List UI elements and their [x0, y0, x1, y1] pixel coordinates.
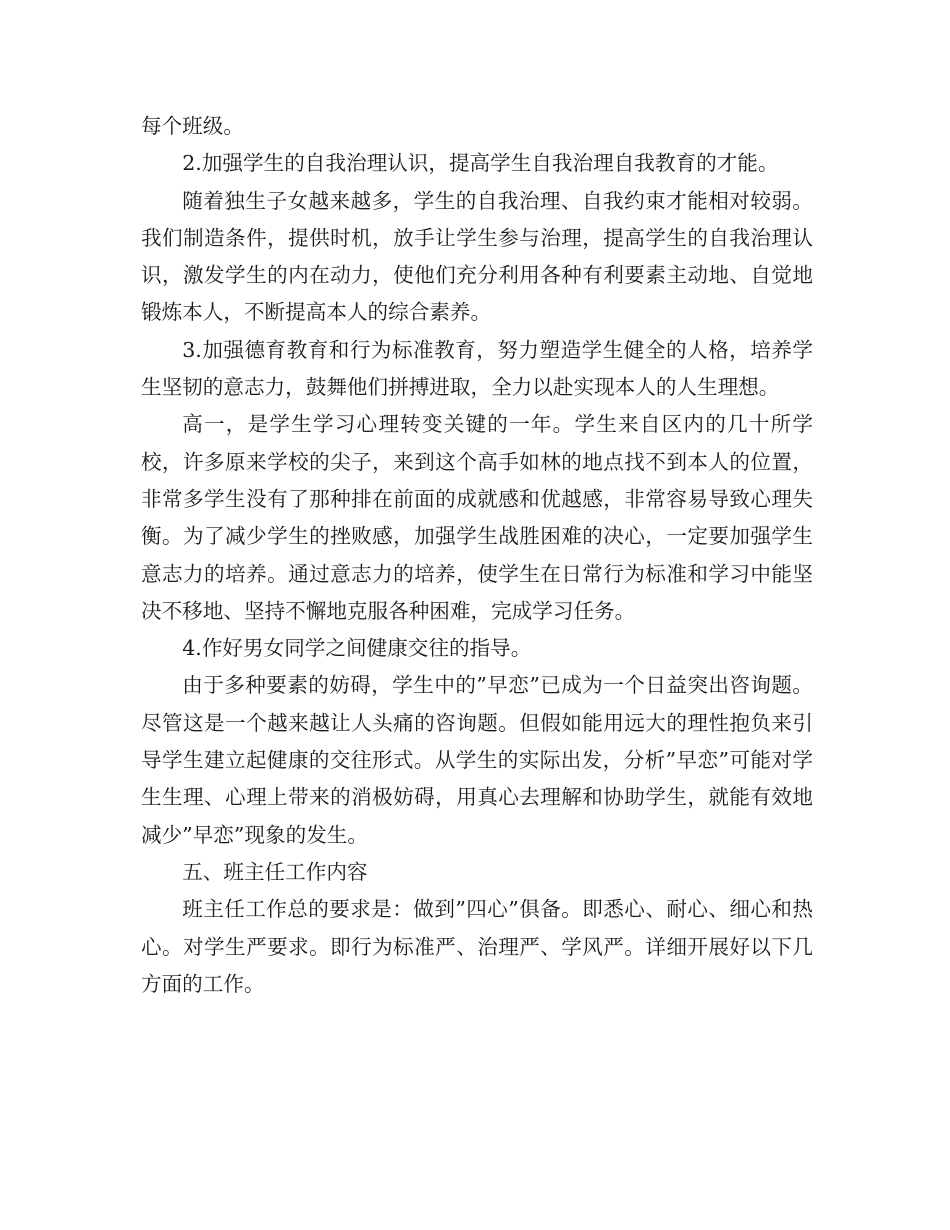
paragraph-grade-one: 高一，是学生学习心理转变关键的一年。学生来自区内的几十所学校，许多原来学校的尖子，来到这个高手如林的地点找不到本人的位置，非常多学生没有了那种排在前面的成就感和优越感，非常容易导致心理失衡。为了减少学生的挫败感，加强学生战胜困难的决心，一定要加强学生意志力的培养。通过意志力的培养，使学生在日常行为标准和学习中能坚决不移地、坚持不懈地克服各种困难，完成学习任务。 [141, 412, 813, 623]
paragraph-heading-3: 3.加强德育教育和行为标准教育，努力塑造学生健全的人格，培养学生坚韧的意志力，鼓舞他们拼搏进取，全力以赴实现本人的人生理想。 [141, 337, 813, 400]
paragraph-self-management: 随着独生子女越来越多，学生的自我治理、自我约束才能相对较弱。我们制造条件，提供时机，放手让学生参与治理，提高学生的自我治理认识，激发学生的内在动力，使他们充分利用各种有利要素主动地、自觉地锻炼本人，不断提高本人的综合素养。 [141, 188, 813, 325]
paragraph-heading-4: 4.作好男女同学之间健康交往的指导。 [182, 636, 532, 661]
paragraph-heading-2: 2.加强学生的自我治理认识，提高学生自我治理自我教育的才能。 [182, 151, 779, 176]
paragraph-continuation: 每个班级。 [141, 114, 244, 138]
document-body [141, 108, 813, 1003]
section-heading-5: 五、班主任工作内容 [182, 859, 368, 884]
paragraph-teacher-requirements: 班主任工作总的要求是：做到”四心”俱备。即悉心、耐心、细心和热心。对学生严要求。即行为标准严、治理严、学风严。详细开展好以下几方面的工作。 [141, 897, 813, 996]
paragraph-early-romance: 由于多种要素的妨碍，学生中的”早恋”已成为一个日益突出咨询题。尽管这是一个越来越让人头痛的咨询题。但假如能用远大的理性抱负来引导学生建立起健康的交往形式。从学生的实际出发，分析”早恋”可能对学生生理、心理上带来的消极妨碍，用真心去理解和协助学生，就能有效地减少”早恋”现象的发生。 [141, 673, 813, 847]
